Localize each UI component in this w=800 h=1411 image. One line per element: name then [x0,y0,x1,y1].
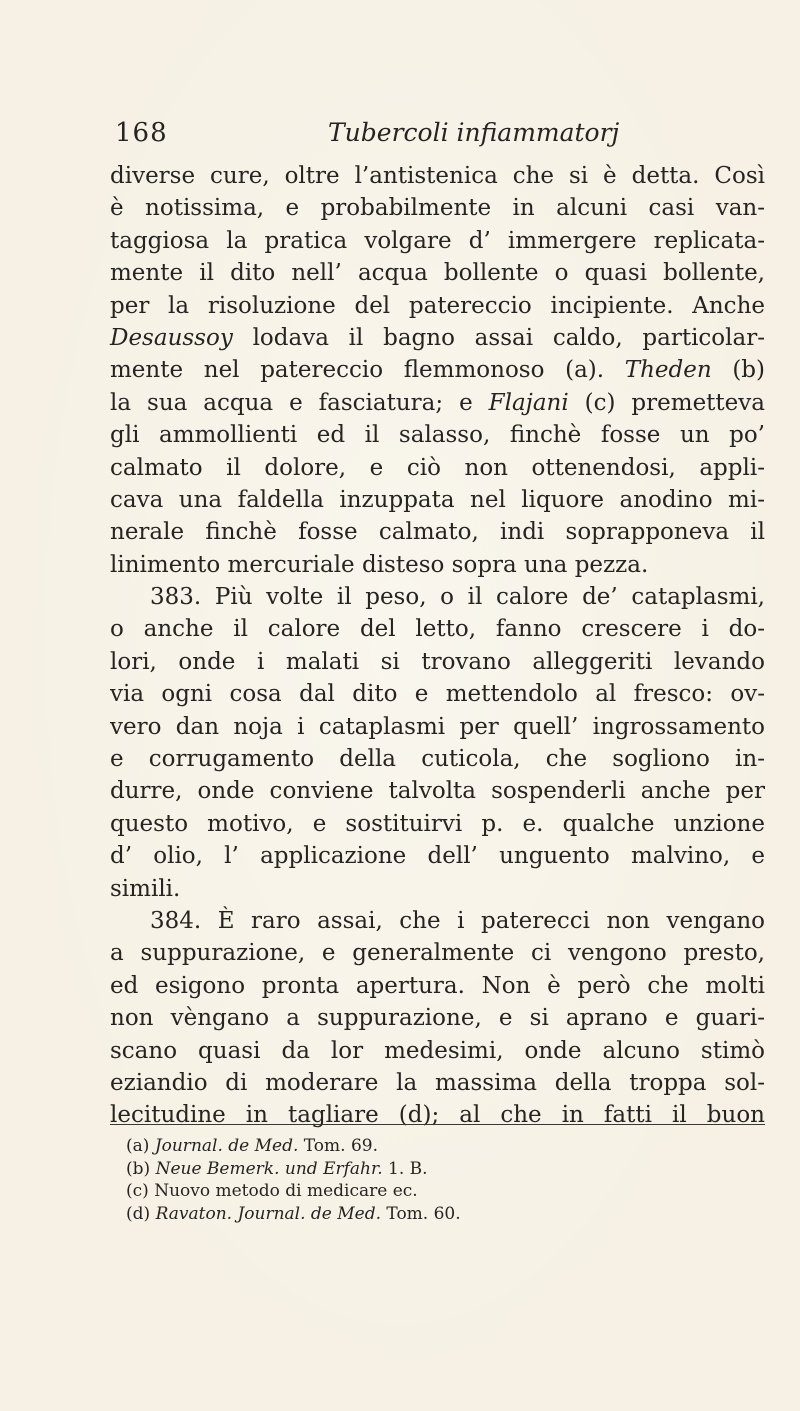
text-line-3: taggiosa la pratica volgare d’ immergere replicata- [110,227,765,254]
paragraph-384-start: 384. È raro assai, che i paterecci non vengano [150,907,765,934]
text-line-10: calmato il dolore, e ciò non ottenendosi, appli- [110,454,765,481]
text-line-27: non vèngano a suppurazione, e si aprano e guari- [110,1005,765,1032]
text-line-9: gli ammollienti ed il salasso, finchè fosse un po’ [110,422,765,449]
text-line-8: la sua acqua e fasciatura; e Flajani (c) premetteva [110,389,765,416]
text-line-25: a suppurazione, e generalmente ci vengono presto, [110,940,765,967]
text-line-19: e corrugamento della cuticola, che sogliono in- [110,746,765,773]
text-line-11: cava una faldella inzuppata nel liquore anodino mi- [110,486,765,513]
text-line-26: ed esigono pronta apertura. Non è però che molti [110,972,765,999]
body-text [110,160,765,1132]
text-line-1: diverse cure, oltre l’antistenica che si è detta. Così [110,163,765,189]
footnote-a: (a) Journal. de Med. Tom. 69. [126,1136,378,1156]
text-line-16: lori, onde i malati si trovano alleggeriti levando [110,648,765,675]
footnote-c: (c) Nuovo metodo di medicare ec. [126,1181,418,1201]
page-number: 168 [115,118,168,148]
page-header [115,118,715,158]
footnote-b: (b) Neue Bemerk. und Erfahr. 1. B. [126,1158,428,1179]
text-line-12: nerale finchè fosse calmato, indi soprapponeva il [110,519,765,546]
text-line-30: lecitudine in tagliare (d); al che in fatti il buon [110,1102,765,1129]
text-line-18: vero dan noja i cataplasmi per quell’ ingrossamento [110,713,765,740]
text-line-21: questo motivo, e sostituirvi p. e. qualche unzione [110,810,765,837]
text-line-22: d’ olio, l’ applicazione dell’ unguento malvino, e [110,843,765,870]
author-name: Desaussoy [110,324,233,351]
text-line-23: simili. [110,875,181,902]
text-line-17: via ogni cosa dal dito e mettendolo al fresco: ov- [110,681,765,708]
text-line-13: linimento mercuriale disteso sopra una pezza. [110,551,649,578]
footnote-divider [110,1124,765,1125]
text-line-7: mente nel patereccio flemmonoso (a). Theden (b) [110,357,766,384]
text-line-29: eziandio di moderare la massima della troppa sol- [110,1069,765,1096]
text-line-20: durre, onde conviene talvolta sospenderli anche per [110,778,765,805]
paragraph-383-start: 383. Più volte il peso, o il calore de’ cataplasmi, [150,584,765,611]
text-line-5: per la risoluzione del patereccio incipiente. Anche [110,292,765,319]
text-line-15: o anche il calore del letto, fanno crescere i do- [110,616,765,643]
author-name: Flajani [488,389,569,416]
author-name: Theden [624,357,712,384]
text-line-6: Desaussoy lodava il bagno assai caldo, particolar- [110,324,765,351]
text-line-2: è notissima, e probabilmente in alcuni casi van- [110,195,765,222]
text-line-4: mente il dito nell’ acqua bollente o quasi bollente, [110,260,765,287]
text-line-28: scano quasi da lor medesimi, onde alcuno stimò [110,1037,765,1064]
footnotes [126,1135,746,1225]
running-head: Tubercoli infiammatorj [328,118,620,147]
footnote-d: (d) Ravaton. Journal. de Med. Tom. 60. [126,1203,461,1224]
